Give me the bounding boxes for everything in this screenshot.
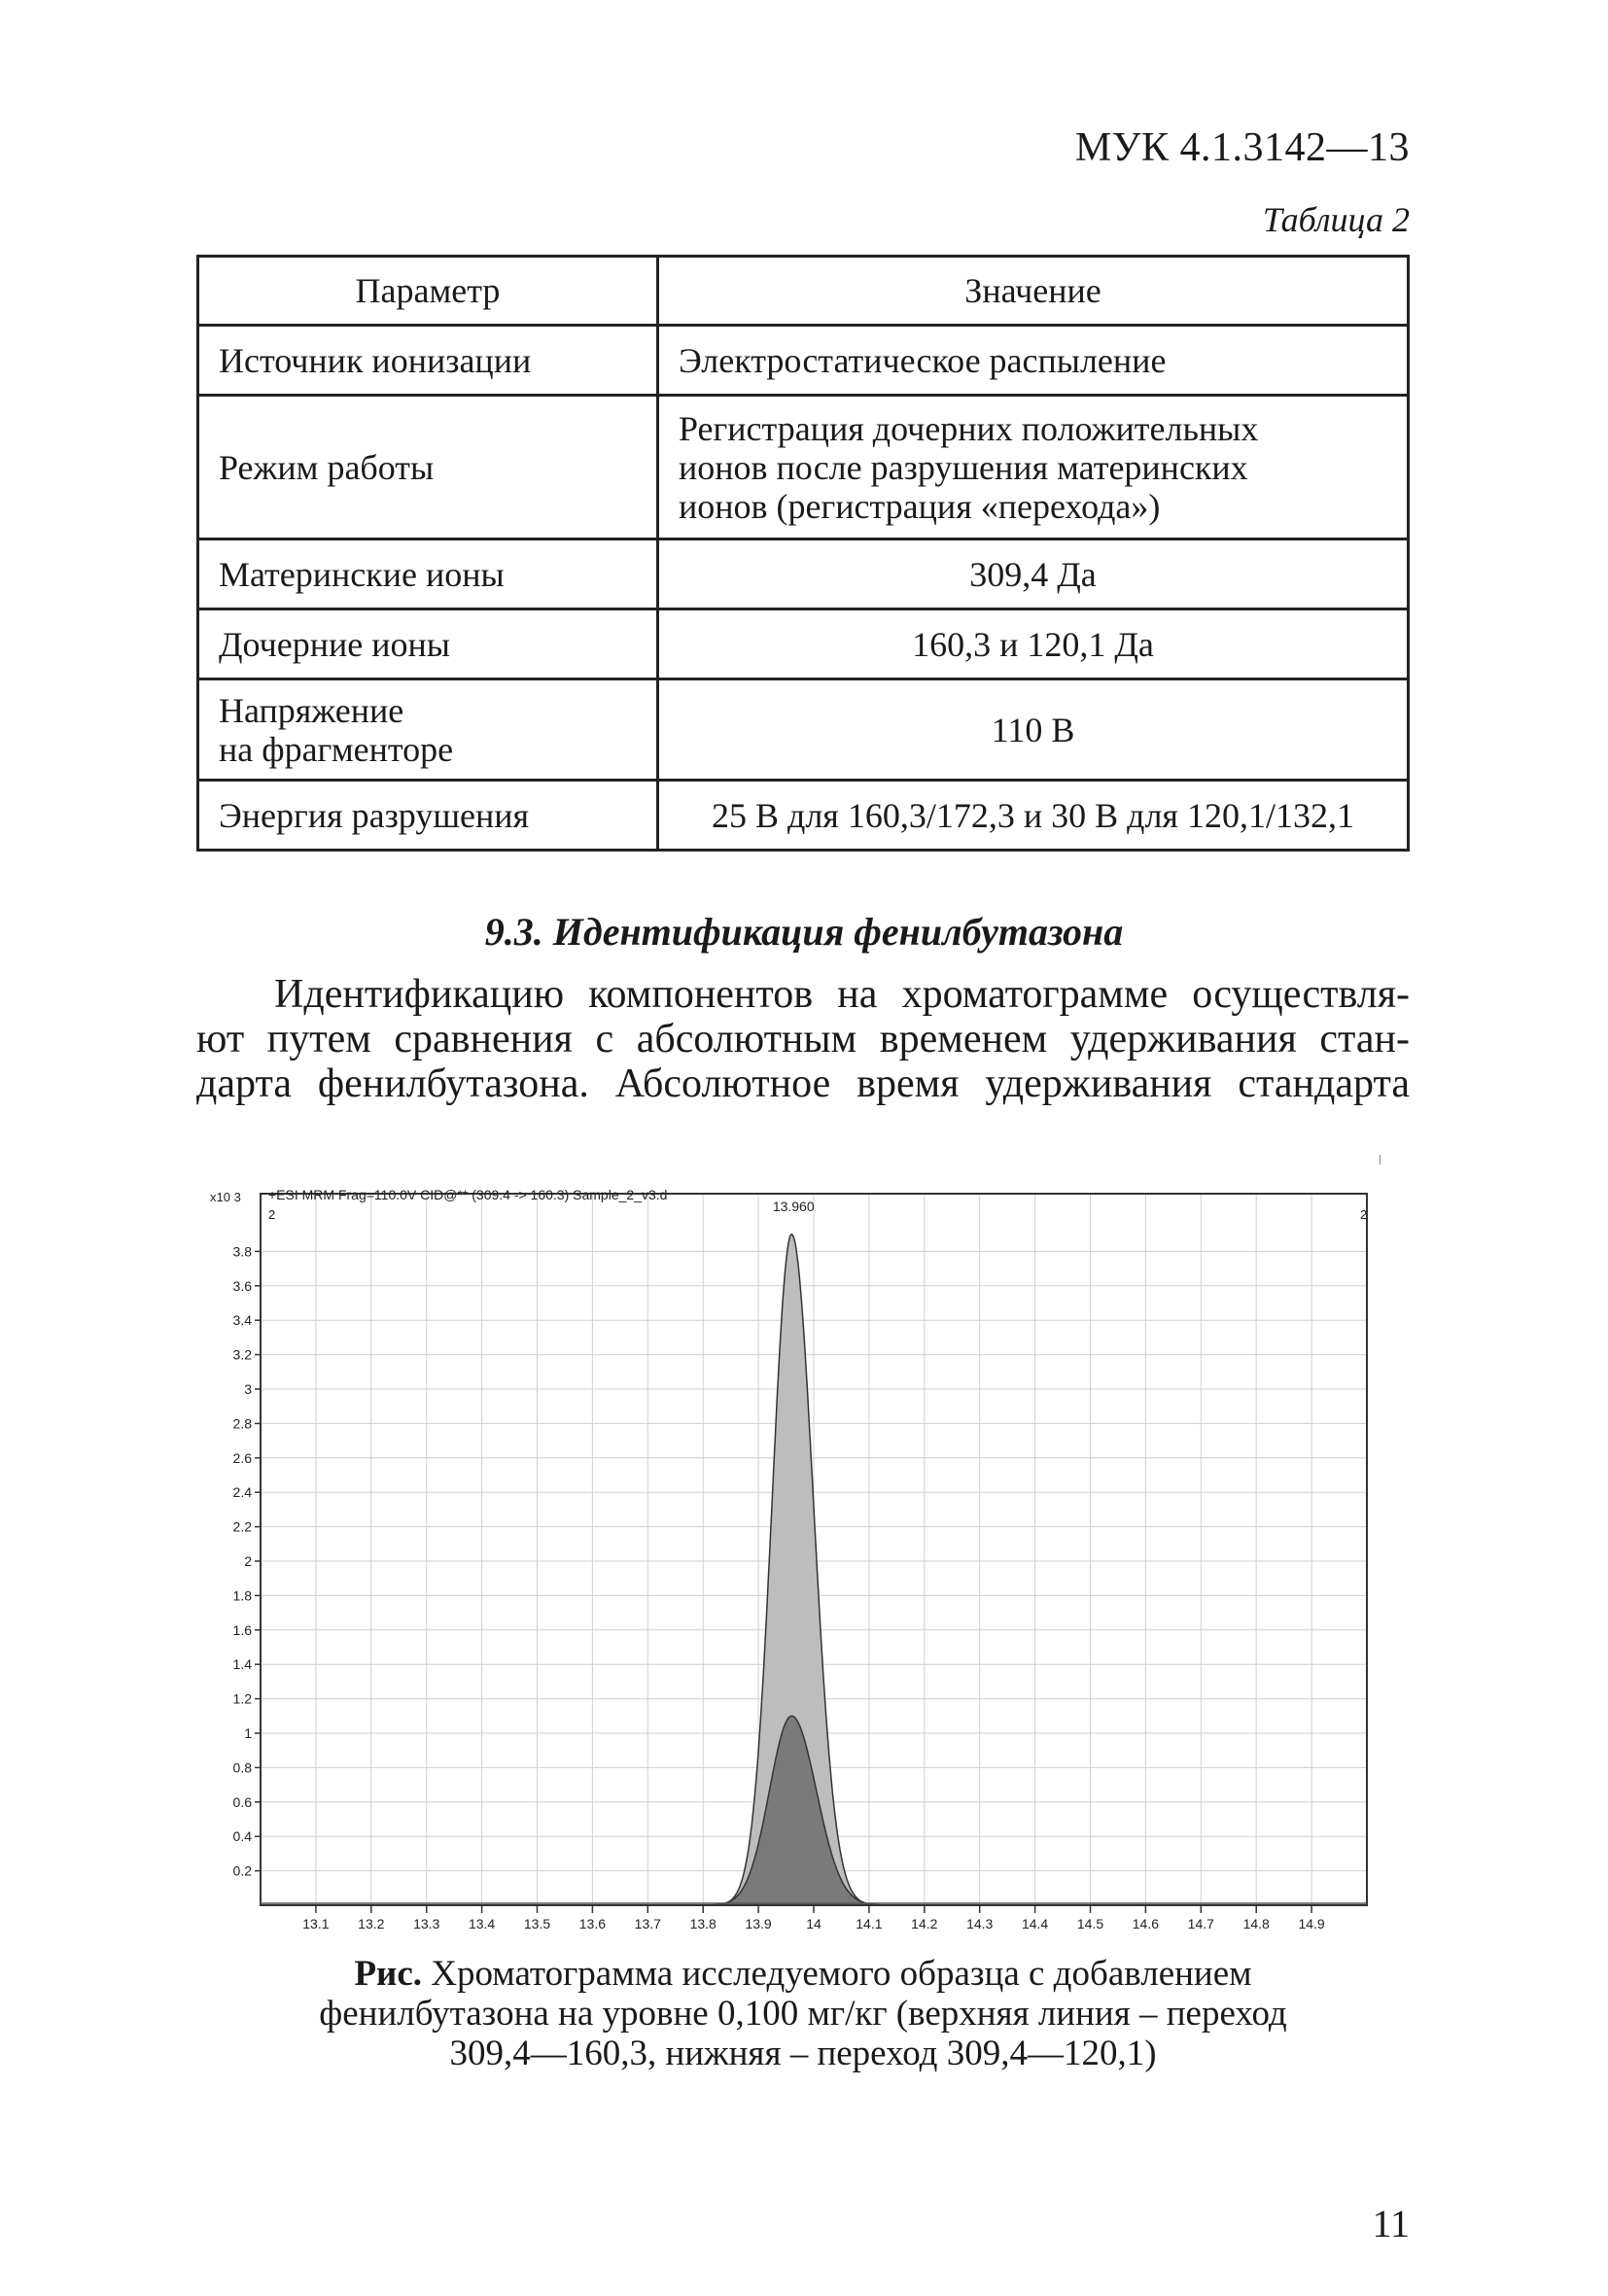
y-tick-label: 3.4 <box>232 1312 252 1329</box>
x-tick-label: 14.7 <box>1187 1916 1214 1931</box>
table-cell-param: Энергия разрушения <box>198 781 658 851</box>
paragraph-line: ют путем сравнения с абсолютным временем удерживания стан- <box>196 1017 1410 1061</box>
x-tick-label: 14.6 <box>1132 1916 1160 1931</box>
table-cell-param: Режим работы <box>198 396 658 539</box>
y-tick-label: 1.2 <box>232 1690 252 1707</box>
x-tick-label: 14 <box>806 1916 821 1931</box>
y-tick-label: 1.6 <box>232 1621 252 1638</box>
document-code: МУК 4.1.3142—13 <box>1074 125 1410 170</box>
table-cell-value: 110 В <box>658 679 1409 781</box>
caption-line: 309,4—160,3, нижняя – переход 309,4—120,1) <box>449 2034 1157 2073</box>
table-cell-param: Материнские ионы <box>198 539 658 609</box>
table-cell-line: ионов после разрушения материнских <box>679 447 1248 487</box>
table-row <box>198 781 1409 851</box>
chromatogram-figure <box>196 1155 1381 1932</box>
caption-line: фенилбутазона на уровне 0,100 мг/кг (верхняя линия – переход <box>319 1994 1287 2034</box>
table-cell-line: Регистрация дочерних положительных <box>679 408 1259 448</box>
table-header-param: Параметр <box>198 257 658 326</box>
chromatogram-chart <box>196 1155 1381 1932</box>
table-cell-param <box>198 679 658 781</box>
caption-line <box>196 1954 1410 1994</box>
y-tick-label: 0.2 <box>232 1862 252 1879</box>
table-cell-value: Электростатическое распыление <box>658 326 1409 396</box>
x-tick-label: 13.1 <box>302 1916 330 1931</box>
x-tick-label: 13.6 <box>578 1916 607 1931</box>
x-tick-label: 13.2 <box>358 1916 385 1931</box>
y-tick-label: 0.6 <box>232 1793 252 1810</box>
y-tick-label: 1 <box>244 1725 252 1741</box>
y-tick-label: 2.6 <box>232 1449 252 1466</box>
caption-text: Хроматограмма исследуемого образца с добавлением <box>422 1954 1252 1994</box>
table-cell-value: 160,3 и 120,1 Да <box>658 609 1409 679</box>
x-tick-label: 13.9 <box>745 1916 772 1931</box>
table-header-row <box>198 257 1409 326</box>
y-tick-label: 1.8 <box>232 1587 252 1604</box>
table-header-value: Значение <box>658 257 1409 326</box>
section-title: 9.3. Идентификация фенилбутазона <box>484 910 1124 954</box>
x-tick-label: 14.9 <box>1298 1916 1325 1931</box>
table-cell-value: 25 В для 160,3/172,3 и 30 В для 120,1/132,1 <box>658 781 1409 851</box>
caption-bold: Рис. <box>354 1954 423 1994</box>
table-cell-line: Напряжение <box>219 690 404 730</box>
x-tick-label: 14.1 <box>856 1916 883 1931</box>
page-number: 11 <box>1372 2202 1410 2245</box>
paragraph-line: дарта фенилбутазона. Абсолютное время удерживания стандарта <box>196 1061 1410 1106</box>
y-tick-label: 3 <box>244 1381 252 1397</box>
table-row <box>198 679 1409 781</box>
x-tick-label: 14.3 <box>966 1916 994 1931</box>
table-row <box>198 396 1409 539</box>
y-tick-label: 1.4 <box>232 1656 252 1673</box>
x-tick-label: 14.2 <box>911 1916 938 1931</box>
table-cell-value: 309,4 Да <box>658 539 1409 609</box>
table-row <box>198 539 1409 609</box>
y-tick-label: 3.8 <box>232 1243 252 1260</box>
table-cell-param: Дочерние ионы <box>198 609 658 679</box>
body-paragraph <box>196 972 1410 1106</box>
x-tick-label: 14.8 <box>1242 1916 1270 1931</box>
table-cell-line: ионов (регистрация «перехода») <box>679 486 1161 526</box>
corner-label-right: 2 <box>1360 1207 1368 1222</box>
figure-caption <box>196 1954 1410 2073</box>
table-cell-param: Источник ионизации <box>198 326 658 396</box>
y-tick-label: 2.2 <box>232 1518 252 1535</box>
y-tick-label: 2.8 <box>232 1415 252 1432</box>
x-tick-label: 13.8 <box>689 1916 717 1931</box>
y-tick-label: 2 <box>244 1553 252 1569</box>
y-tick-label: 2.4 <box>232 1484 252 1501</box>
y-tick-label: 0.8 <box>232 1759 252 1776</box>
corner-label-left: 2 <box>268 1207 276 1222</box>
x-tick-label: 13.5 <box>523 1916 551 1931</box>
x-tick-label: 14.5 <box>1076 1916 1104 1931</box>
paragraph-line: Идентификацию компонентов на хроматограмме осуществля- <box>274 972 1410 1017</box>
x-tick-label: 14.4 <box>1021 1916 1049 1931</box>
peak-label: 13.960 <box>772 1199 815 1214</box>
table-row <box>198 326 1409 396</box>
y-tick-label: 3.2 <box>232 1346 252 1363</box>
y-tick-label: 3.6 <box>232 1277 252 1294</box>
table-cell-value <box>658 396 1409 539</box>
y-multiplier-label: x10 3 <box>210 1190 241 1204</box>
table-row <box>198 609 1409 679</box>
parameters-table <box>196 255 1410 852</box>
x-tick-label: 13.7 <box>634 1916 661 1931</box>
x-tick-label: 13.3 <box>413 1916 440 1931</box>
y-tick-label: 0.4 <box>232 1828 252 1845</box>
chart-title: +ESI MRM Frag=110.0V CID@** (309.4 -> 160.3) Sample_2_v3.d <box>268 1187 668 1202</box>
x-tick-label: 13.4 <box>468 1916 496 1931</box>
table-cell-line: на фрагменторе <box>219 729 454 769</box>
table-label: Таблица 2 <box>1262 200 1410 239</box>
